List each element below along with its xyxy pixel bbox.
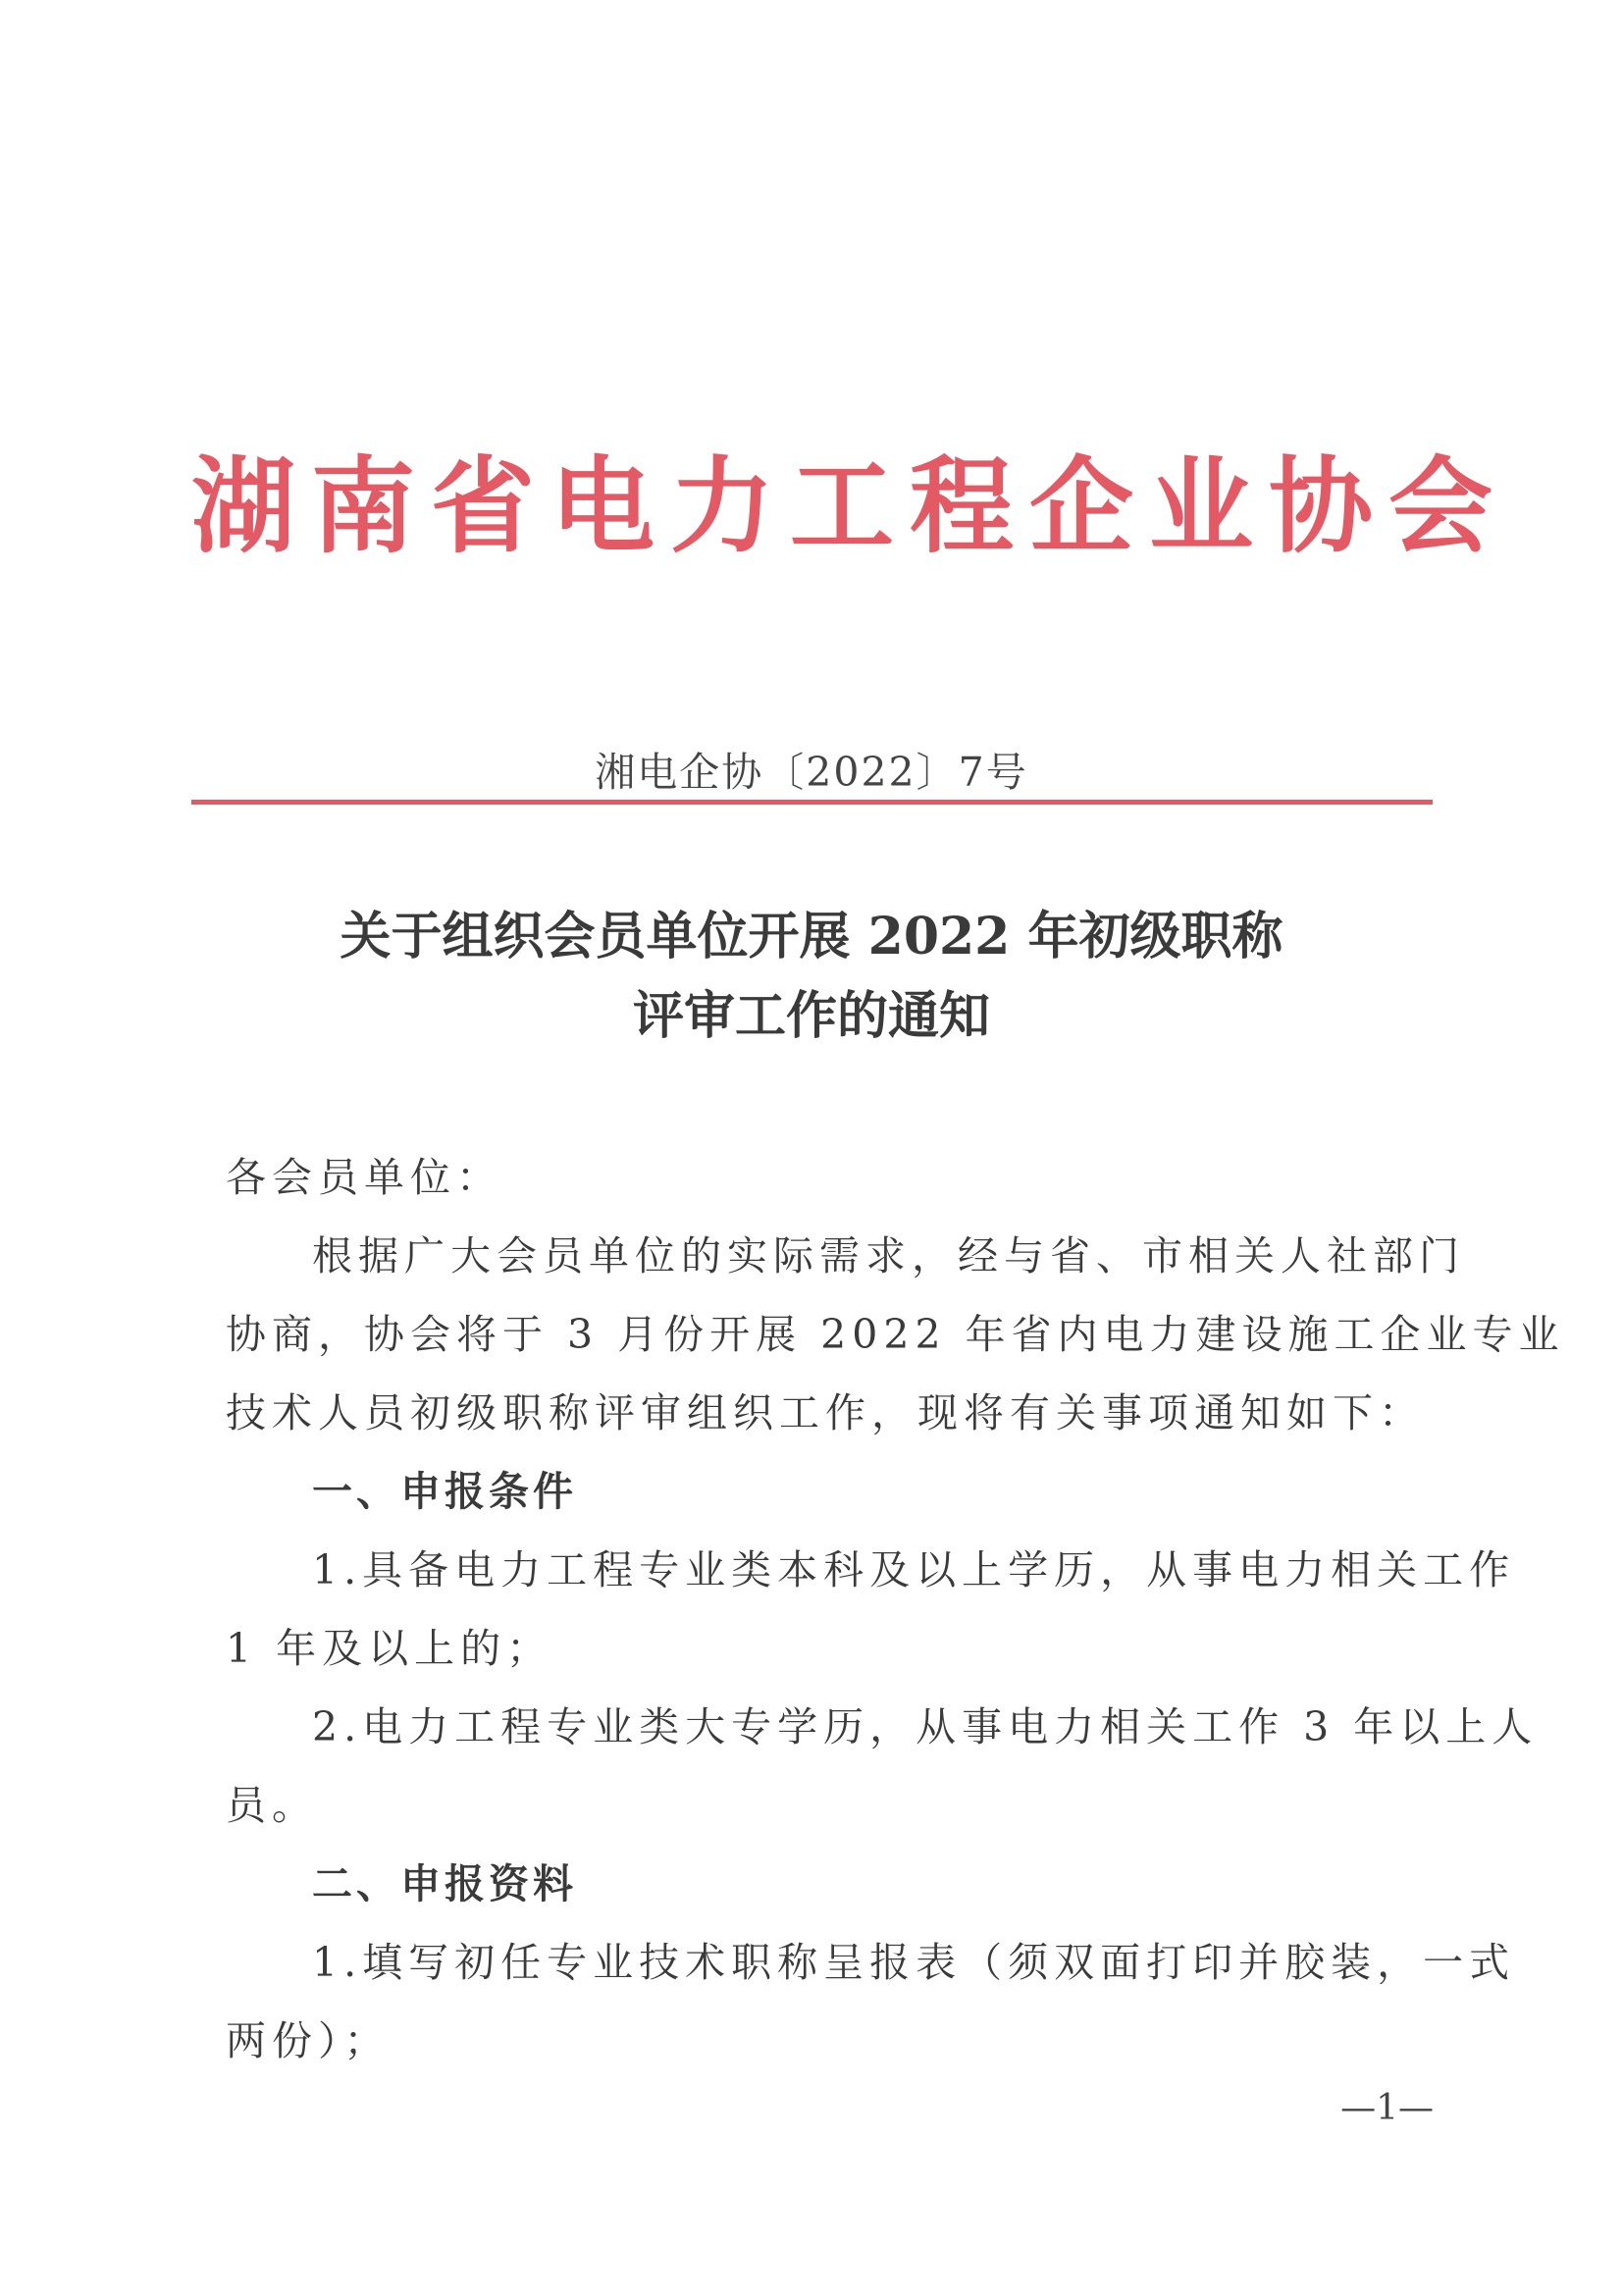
salutation: 各会员单位： bbox=[226, 1154, 502, 1201]
notice-title-line-2: 评审工作的通知 bbox=[632, 986, 990, 1046]
document-number: 湘电企协〔2022〕7号 bbox=[595, 749, 1028, 796]
page-number: —1— bbox=[1340, 2088, 1434, 2128]
condition-item-1-line-1: 1.具备电力工程专业类本科及以上学历，从事电力相关工作 bbox=[312, 1546, 1516, 1593]
condition-item-2-line-1: 2.电力工程专业类大专学历，从事电力相关工作 3 年以上人 bbox=[312, 1703, 1539, 1750]
notice-body bbox=[226, 1138, 1565, 2080]
material-item-1-line-2: 两份）； bbox=[226, 2017, 391, 2064]
intro-line-1: 根据广大会员单位的实际需求，经与省、市相关人社部门 bbox=[312, 1232, 1465, 1279]
red-divider-line bbox=[191, 800, 1433, 805]
section-heading-materials: 二、申报资料 bbox=[312, 1860, 577, 1907]
intro-line-2: 协商，协会将于 3 月份开展 2022 年省内电力建设施工企业专业 bbox=[226, 1311, 1565, 1358]
notice-title-line-1: 关于组织会员单位开展 2022 年初级职称 bbox=[340, 907, 1283, 966]
condition-item-2-line-2: 员。 bbox=[226, 1782, 318, 1829]
section-heading-conditions: 一、申报条件 bbox=[312, 1468, 577, 1515]
condition-item-1-line-2: 1 年及以上的； bbox=[226, 1625, 553, 1672]
organization-header: 湖南省电力工程企业协会 bbox=[191, 444, 1508, 567]
material-item-1-line-1: 1.填写初任专业技术职称呈报表（须双面打印并胶装，一式 bbox=[312, 1939, 1516, 1986]
intro-line-3: 技术人员初级职称评审组织工作，现将有关事项通知如下： bbox=[226, 1389, 1425, 1436]
